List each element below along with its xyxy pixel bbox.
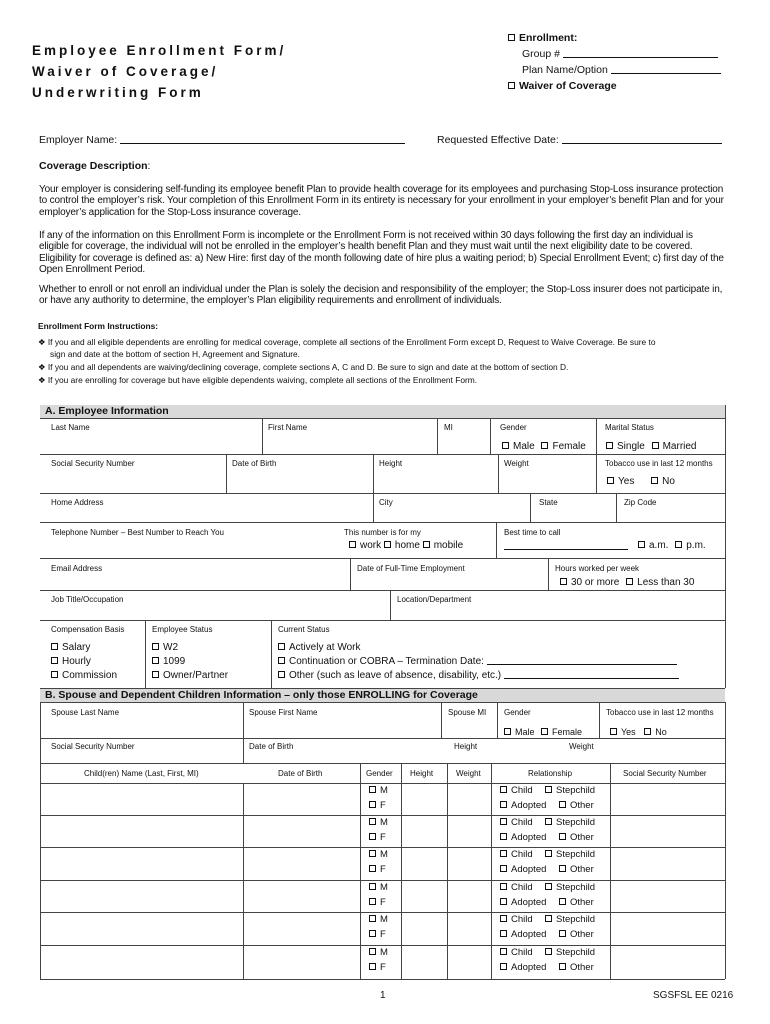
commission-checkbox[interactable] bbox=[51, 671, 58, 678]
child-2-adopted-checkbox[interactable] bbox=[500, 833, 507, 840]
plan-input[interactable] bbox=[611, 73, 721, 74]
child-4-female-checkbox[interactable] bbox=[369, 898, 376, 905]
title-line-3: Underwriting Form bbox=[32, 85, 204, 100]
home-checkbox[interactable] bbox=[384, 541, 391, 548]
employee-status-label: Employee Status bbox=[152, 625, 213, 634]
child-6-female-checkbox[interactable] bbox=[369, 963, 376, 970]
spouse-tobacco-no-checkbox[interactable] bbox=[644, 728, 651, 735]
child-4-stepchild-option: Stepchild bbox=[545, 882, 595, 893]
child-4-child-checkbox[interactable] bbox=[500, 883, 507, 890]
child-1-adopted-option: Adopted bbox=[500, 800, 546, 811]
pm-checkbox[interactable] bbox=[675, 541, 682, 548]
zip-label: Zip Code bbox=[624, 498, 657, 507]
child-5-other-checkbox[interactable] bbox=[559, 930, 566, 937]
waiver-label: Waiver of Coverage bbox=[519, 80, 617, 92]
diamond-bullet-icon: ❖ bbox=[38, 375, 48, 385]
mobile-checkbox[interactable] bbox=[423, 541, 430, 548]
cobra-checkbox[interactable] bbox=[278, 657, 285, 664]
child-2-adopted-option: Adopted bbox=[500, 832, 546, 843]
child-2-female-option: F bbox=[369, 832, 386, 843]
child-6-other-checkbox[interactable] bbox=[559, 963, 566, 970]
cobra-date-input[interactable] bbox=[487, 664, 677, 665]
spouse-tobacco-options: Yes No bbox=[610, 727, 667, 737]
other-status-input[interactable] bbox=[504, 678, 679, 679]
spouse-female-checkbox[interactable] bbox=[541, 728, 548, 735]
child-1-male-checkbox[interactable] bbox=[369, 786, 376, 793]
child-3-child-option: Child bbox=[500, 849, 533, 860]
hours-options: 30 or more Less than 30 bbox=[560, 577, 694, 588]
spouse-last-name-label: Spouse Last Name bbox=[51, 708, 120, 717]
group-input[interactable] bbox=[563, 57, 718, 58]
instruction-1b: sign and date at the bottom of section H, Agreement and Signature. bbox=[50, 349, 301, 359]
telephone-label: Telephone Number – Best Number to Reach You bbox=[51, 528, 224, 537]
child-6-stepchild-checkbox[interactable] bbox=[545, 948, 552, 955]
tobacco-label: Tobacco use in last 12 months bbox=[605, 459, 713, 468]
child-2-stepchild-option: Stepchild bbox=[545, 817, 595, 828]
child-1-other-checkbox[interactable] bbox=[559, 801, 566, 808]
form-code: SGSFSL EE 0216 bbox=[653, 990, 734, 1001]
child-3-stepchild-checkbox[interactable] bbox=[545, 850, 552, 857]
child-5-adopted-checkbox[interactable] bbox=[500, 930, 507, 937]
city-label: City bbox=[379, 498, 393, 507]
instruction-1: ❖ If you and all eligible dependents are enrolling for medical coverage, complete all sections of the Enrollment Form except D, Request to Waive Coverage. Be sure to bbox=[38, 337, 656, 347]
phone-type-options: work home mobile bbox=[349, 540, 463, 551]
child-4-male-option: M bbox=[369, 882, 388, 893]
spouse-gender-label: Gender bbox=[504, 708, 531, 717]
title-line-2: Waiver of Coverage/ bbox=[32, 64, 219, 79]
height-label: Height bbox=[379, 459, 403, 468]
title-line-1: Employee Enrollment Form/ bbox=[32, 43, 287, 58]
child-3-child-checkbox[interactable] bbox=[500, 850, 507, 857]
tobacco-no-checkbox[interactable] bbox=[651, 477, 658, 484]
child-5-child-checkbox[interactable] bbox=[500, 915, 507, 922]
child-6-child-option: Child bbox=[500, 947, 533, 958]
spouse-gender-options: Male Female bbox=[504, 727, 582, 737]
child-3-other-checkbox[interactable] bbox=[559, 865, 566, 872]
gender-options: Male Female bbox=[502, 441, 586, 452]
tobacco-options: Yes No bbox=[607, 476, 675, 487]
dob-label: Date of Birth bbox=[232, 459, 277, 468]
enrollment-options bbox=[508, 30, 721, 94]
comp-basis-label: Compensation Basis bbox=[51, 625, 125, 634]
child-2-male-checkbox[interactable] bbox=[369, 818, 376, 825]
spouse-mi-label: Spouse MI bbox=[448, 708, 487, 717]
gender-label: Gender bbox=[500, 423, 527, 432]
job-title-label: Job Title/Occupation bbox=[51, 595, 124, 604]
hourly-option: Hourly bbox=[51, 656, 91, 667]
child-6-female-option: F bbox=[369, 962, 386, 973]
salary-checkbox[interactable] bbox=[51, 643, 58, 650]
child-1-other-option: Other bbox=[559, 800, 594, 811]
child-3-other-option: Other bbox=[559, 864, 594, 875]
first-name-label: First Name bbox=[268, 423, 308, 432]
child-name-col-header: Child(ren) Name (Last, First, MI) bbox=[84, 769, 199, 778]
spouse-height-label: Height bbox=[454, 742, 478, 751]
effective-date-field bbox=[437, 134, 722, 146]
child-3-female-checkbox[interactable] bbox=[369, 865, 376, 872]
child-5-child-option: Child bbox=[500, 914, 533, 925]
effective-date-input[interactable] bbox=[562, 143, 722, 144]
owner-checkbox[interactable] bbox=[152, 671, 159, 678]
child-2-child-option: Child bbox=[500, 817, 533, 828]
child-5-male-option: M bbox=[369, 914, 388, 925]
cobra-option: Continuation or COBRA – Termination Date: bbox=[278, 656, 677, 667]
coverage-paragraph-3: Whether to enroll or not enroll an individual under the Plan is solely the decision and responsibility of the employer; the Stop-Loss insurer does not participate in, or have any authority to determine, the employer’s Plan eligibility requirements and enrollment of individuals. bbox=[39, 284, 723, 307]
section-b-heading: B. Spouse and Dependent Children Information – only those ENROLLING for Coverage bbox=[40, 689, 725, 702]
other-status-option: Other (such as leave of absence, disability, etc.) bbox=[278, 670, 679, 681]
child-1-child-option: Child bbox=[500, 785, 533, 796]
employer-name-field bbox=[39, 134, 405, 146]
best-time-input[interactable] bbox=[504, 538, 628, 550]
child-ssn-col-header: Social Security Number bbox=[623, 769, 707, 778]
number-for-label: This number is for my bbox=[344, 528, 421, 537]
child-4-other-checkbox[interactable] bbox=[559, 898, 566, 905]
child-2-other-checkbox[interactable] bbox=[559, 833, 566, 840]
enrollment-checkbox[interactable] bbox=[508, 34, 515, 41]
owner-option: Owner/Partner bbox=[152, 670, 228, 681]
child-gender-col-header: Gender bbox=[366, 769, 393, 778]
section-a-heading: A. Employee Information bbox=[40, 405, 725, 418]
home-address-label: Home Address bbox=[51, 498, 104, 507]
employer-name-label: Employer Name: bbox=[39, 134, 118, 146]
instruction-2: ❖ If you and all dependents are waiving/declining coverage, complete sections A, C and D. Be sure to sign and date at the bottom of section D. bbox=[38, 362, 569, 372]
child-4-adopted-checkbox[interactable] bbox=[500, 898, 507, 905]
child-3-male-checkbox[interactable] bbox=[369, 850, 376, 857]
child-3-male-option: M bbox=[369, 849, 388, 860]
spouse-first-name-label: Spouse First Name bbox=[249, 708, 318, 717]
spouse-male-checkbox[interactable] bbox=[504, 728, 511, 735]
child-height-col-header: Height bbox=[410, 769, 434, 778]
child-5-female-option: F bbox=[369, 929, 386, 940]
child-5-stepchild-checkbox[interactable] bbox=[545, 915, 552, 922]
child-5-other-option: Other bbox=[559, 929, 594, 940]
hours-label: Hours worked per week bbox=[555, 564, 640, 573]
child-4-male-checkbox[interactable] bbox=[369, 883, 376, 890]
coverage-heading: Coverage Description: bbox=[39, 160, 151, 172]
ssn-label: Social Security Number bbox=[51, 459, 135, 468]
thirty-more-checkbox[interactable] bbox=[560, 578, 567, 585]
child-5-male-checkbox[interactable] bbox=[369, 915, 376, 922]
w2-option: W2 bbox=[152, 642, 178, 653]
child-weight-col-header: Weight bbox=[456, 769, 481, 778]
child-1-female-checkbox[interactable] bbox=[369, 801, 376, 808]
coverage-paragraph-1: Your employer is considering self-funding its employee benefit Plan to provide health coverage for its employees and purchasing Stop-Loss insurance protection to control the employer’s risk. Your completion of this Enrollment Form in its entirety is necessary for your enrollment in your employer’s benefit Plan and for your employer’s application for the Stop-Loss insurance coverage. bbox=[39, 184, 724, 218]
child-2-other-option: Other bbox=[559, 832, 594, 843]
am-pm-options: a.m. p.m. bbox=[638, 540, 706, 551]
tobacco-yes-checkbox[interactable] bbox=[607, 477, 614, 484]
effective-date-label: Requested Effective Date: bbox=[437, 134, 559, 146]
instruction-3: ❖ If you are enrolling for coverage but have eligible dependents waiving, complete all sections of the Enrollment Form. bbox=[38, 375, 478, 385]
child-3-adopted-option: Adopted bbox=[500, 864, 546, 875]
weight-label: Weight bbox=[504, 459, 529, 468]
child-5-stepchild-option: Stepchild bbox=[545, 914, 595, 925]
child-6-adopted-option: Adopted bbox=[500, 962, 546, 973]
spouse-ssn-label: Social Security Number bbox=[51, 742, 135, 751]
plan-label: Plan Name/Option bbox=[522, 64, 608, 76]
child-2-stepchild-checkbox[interactable] bbox=[545, 818, 552, 825]
child-2-female-checkbox[interactable] bbox=[369, 833, 376, 840]
coverage-paragraph-2: If any of the information on this Enrollment Form is incomplete or the Enrollment Form is not received within 30 days following the first day an individual is eligible for coverage, the individual will not be enrolled in the employer’s health benefit Plan and they must wait until the next eligibility date to be covered. Eligibility for coverage is defined as: a) New Hire: first day of the month following date of hire plus a waiting period; b) Special Enrollment Event; c) first day of the Open Enrollment Period. bbox=[39, 230, 724, 276]
email-label: Email Address bbox=[51, 564, 103, 573]
form-title bbox=[32, 40, 286, 103]
child-5-female-checkbox[interactable] bbox=[369, 930, 376, 937]
instructions-heading: Enrollment Form Instructions: bbox=[38, 321, 159, 331]
child-6-male-option: M bbox=[369, 947, 388, 958]
child-5-adopted-option: Adopted bbox=[500, 929, 546, 940]
child-1-stepchild-checkbox[interactable] bbox=[545, 786, 552, 793]
diamond-bullet-icon: ❖ bbox=[38, 362, 48, 372]
child-6-other-option: Other bbox=[559, 962, 594, 973]
group-label: Group # bbox=[522, 48, 560, 60]
child-6-stepchild-option: Stepchild bbox=[545, 947, 595, 958]
child-4-female-option: F bbox=[369, 897, 386, 908]
work-checkbox[interactable] bbox=[349, 541, 356, 548]
child-1-child-checkbox[interactable] bbox=[500, 786, 507, 793]
other-status-checkbox[interactable] bbox=[278, 671, 285, 678]
spouse-tobacco-yes-checkbox[interactable] bbox=[610, 728, 617, 735]
child-3-female-option: F bbox=[369, 864, 386, 875]
hourly-checkbox[interactable] bbox=[51, 657, 58, 664]
active-checkbox[interactable] bbox=[278, 643, 285, 650]
child-1-stepchild-option: Stepchild bbox=[545, 785, 595, 796]
spouse-tobacco-label: Tobacco use in last 12 months bbox=[606, 708, 714, 717]
child-1-male-option: M bbox=[369, 785, 388, 796]
child-3-stepchild-option: Stepchild bbox=[545, 849, 595, 860]
less-thirty-checkbox[interactable] bbox=[626, 578, 633, 585]
child-6-adopted-checkbox[interactable] bbox=[500, 963, 507, 970]
best-time-label: Best time to call bbox=[504, 528, 561, 537]
child-2-child-checkbox[interactable] bbox=[500, 818, 507, 825]
location-label: Location/Department bbox=[397, 595, 472, 604]
mi-label: MI bbox=[444, 423, 453, 432]
waiver-checkbox[interactable] bbox=[508, 82, 515, 89]
f1099-option: 1099 bbox=[152, 656, 185, 667]
child-4-child-option: Child bbox=[500, 882, 533, 893]
w2-checkbox[interactable] bbox=[152, 643, 159, 650]
current-status-label: Current Status bbox=[278, 625, 330, 634]
child-6-child-checkbox[interactable] bbox=[500, 948, 507, 955]
last-name-label: Last Name bbox=[51, 423, 90, 432]
single-checkbox[interactable] bbox=[606, 442, 613, 449]
f1099-checkbox[interactable] bbox=[152, 657, 159, 664]
child-3-adopted-checkbox[interactable] bbox=[500, 865, 507, 872]
married-checkbox[interactable] bbox=[652, 442, 659, 449]
child-2-male-option: M bbox=[369, 817, 388, 828]
marital-options: Single Married bbox=[606, 441, 697, 452]
female-checkbox[interactable] bbox=[541, 442, 548, 449]
employer-name-input[interactable] bbox=[120, 143, 405, 144]
page-number: 1 bbox=[380, 990, 386, 1001]
spouse-dob-label: Date of Birth bbox=[249, 742, 294, 751]
active-option: Actively at Work bbox=[278, 642, 361, 653]
child-4-other-option: Other bbox=[559, 897, 594, 908]
child-4-adopted-option: Adopted bbox=[500, 897, 546, 908]
am-checkbox[interactable] bbox=[638, 541, 645, 548]
commission-option: Commission bbox=[51, 670, 117, 681]
child-dob-col-header: Date of Birth bbox=[278, 769, 323, 778]
child-1-adopted-checkbox[interactable] bbox=[500, 801, 507, 808]
child-6-male-checkbox[interactable] bbox=[369, 948, 376, 955]
child-relationship-col-header: Relationship bbox=[528, 769, 573, 778]
child-4-stepchild-checkbox[interactable] bbox=[545, 883, 552, 890]
male-checkbox[interactable] bbox=[502, 442, 509, 449]
child-1-female-option: F bbox=[369, 800, 386, 811]
spouse-weight-label: Weight bbox=[569, 742, 594, 751]
marital-status-label: Marital Status bbox=[605, 423, 654, 432]
enrollment-label: Enrollment: bbox=[519, 32, 578, 44]
state-label: State bbox=[539, 498, 558, 507]
fulltime-date-label: Date of Full-Time Employment bbox=[357, 564, 465, 573]
diamond-bullet-icon: ❖ bbox=[38, 337, 48, 347]
salary-option: Salary bbox=[51, 642, 90, 653]
